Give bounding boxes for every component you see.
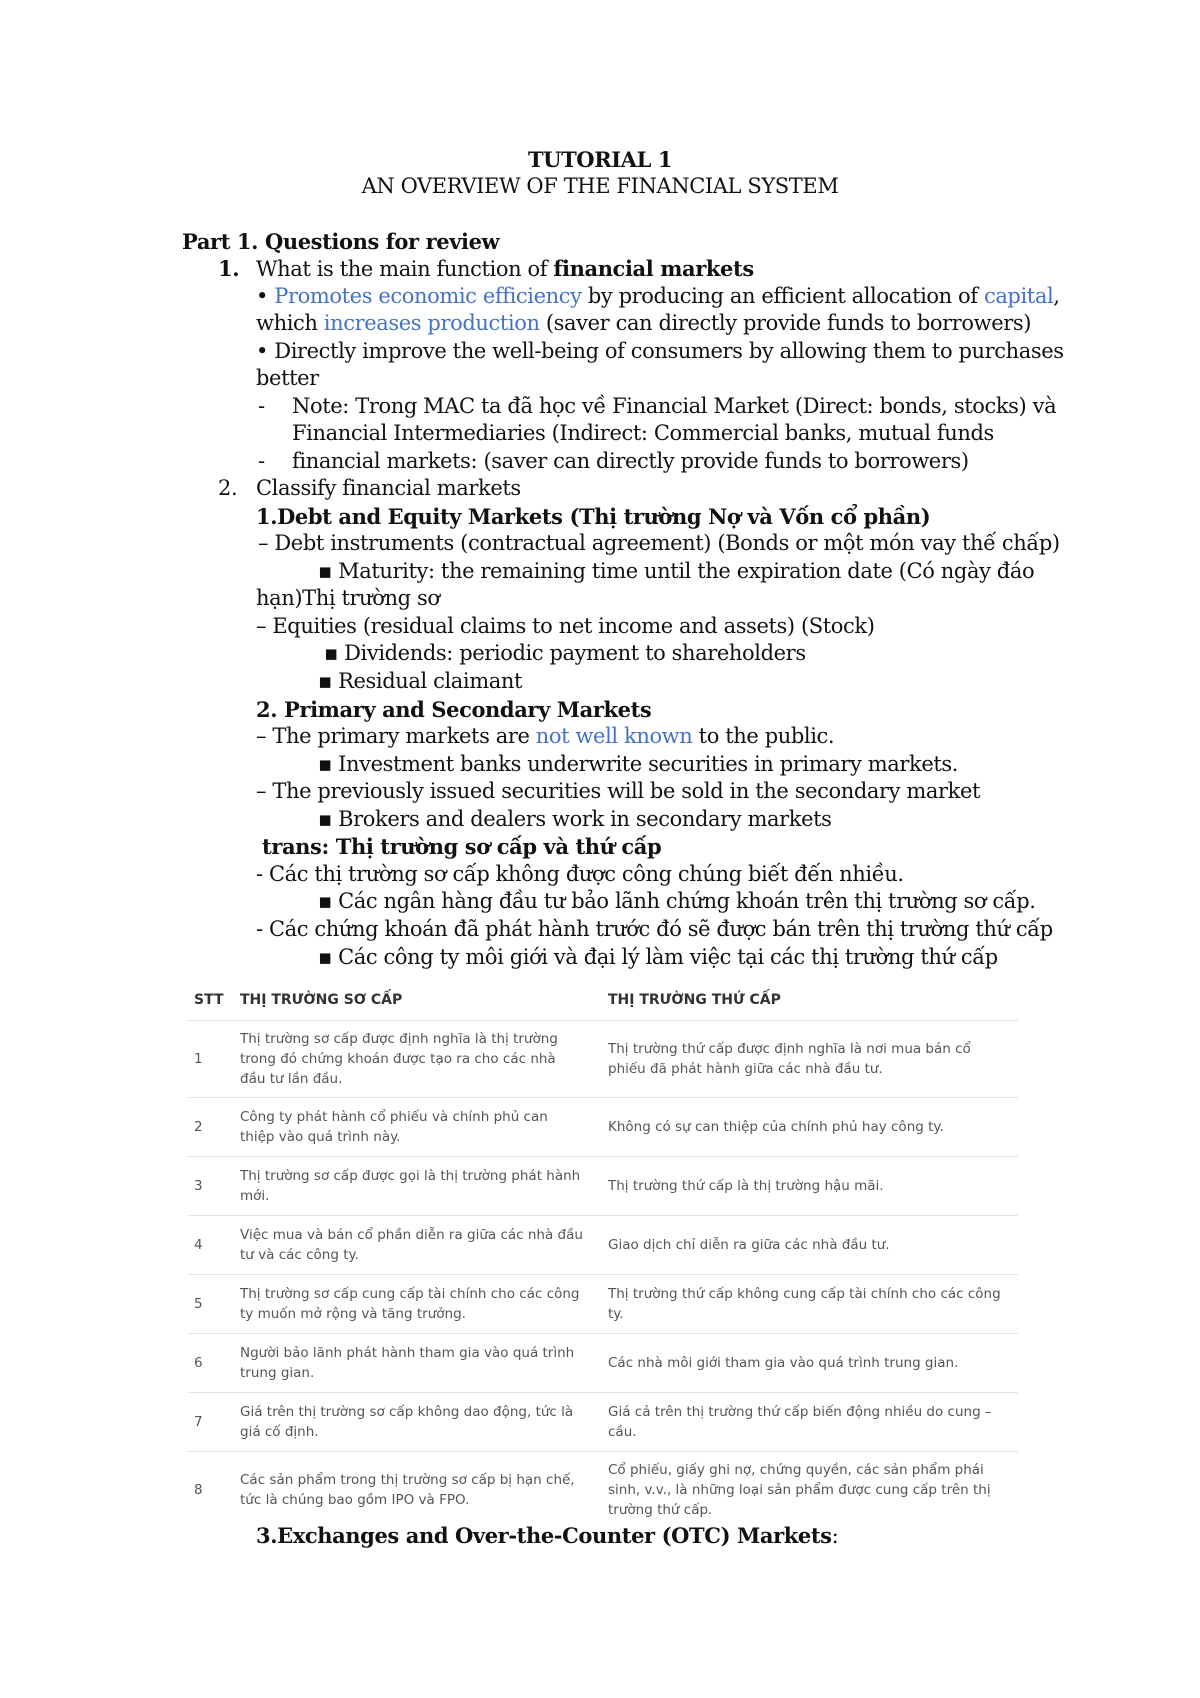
table-header-cell: STT [194, 992, 224, 1008]
section1-line2: ▪ Maturity: the remaining time until the expiration date (Có ngày đáo [318, 559, 1035, 583]
section1-line4: – Equities (residual claims to net income and assets) (Stock) [256, 614, 875, 638]
table-cell-primary: Thị trường sơ cấp được định nghĩa là thị trường trong đó chứng khoán được tạo ra cho các nhà đầu tư lần đầu. [240, 1031, 558, 1087]
section2-line1: – The primary markets are not well known to the public. [256, 724, 835, 748]
part1-heading: Part 1. Questions for review [182, 229, 500, 254]
table-cell-stt: 6 [194, 1355, 203, 1371]
dash-marker: - [258, 394, 265, 418]
section1-line5: ▪ Dividends: periodic payment to shareholders [324, 641, 806, 665]
table-header-row [188, 980, 1018, 1021]
comparison-table [188, 980, 1018, 1528]
table-row [188, 1021, 1018, 1098]
table-cell-secondary: Giao dịch chỉ diễn ra giữa các nhà đầu tư. [608, 1237, 890, 1253]
section1-line6: ▪ Residual claimant [318, 669, 523, 693]
q1-answer-line1: • Promotes economic efficiency by producing an efficient allocation of capital, [256, 284, 1060, 308]
section1-line3: hạn)Thị trường sơ [256, 586, 440, 610]
table-cell-secondary: Các nhà môi giới tham gia vào quá trình trung gian. [608, 1355, 959, 1371]
section3-heading: 3.Exchanges and Over-the-Counter (OTC) Markets: [256, 1523, 839, 1548]
trans-line2: ▪ Các ngân hàng đầu tư bảo lãnh chứng khoán trên thị trường sơ cấp. [318, 889, 1036, 913]
q1-note-line3: financial markets: (saver can directly provide funds to borrowers) [292, 449, 969, 473]
table-cell-stt: 7 [194, 1414, 203, 1430]
q1-number: 1. [218, 256, 240, 281]
trans-line3: - Các chứng khoán đã phát hành trước đó sẽ được bán trên thị trường thứ cấp [256, 917, 1053, 941]
table-cell-primary: Công ty phát hành cổ phiếu và chính phủ can thiệp vào quá trình này. [240, 1109, 548, 1145]
doc-title: TUTORIAL 1 [527, 147, 673, 172]
table-cell-secondary: Thị trường thứ cấp không cung cấp tài chính cho các công ty. [608, 1286, 1001, 1322]
q1-answer-line4: better [256, 366, 319, 390]
section2-line2: ▪ Investment banks underwrite securities in primary markets. [318, 752, 959, 776]
section2-line4: ▪ Brokers and dealers work in secondary markets [318, 807, 832, 831]
q1-note-line1: Note: Trong MAC ta đã học về Financial Market (Direct: bonds, stocks) và [292, 394, 1057, 418]
table-cell-primary: Thị trường sơ cấp được gọi là thị trường phát hành mới. [240, 1168, 581, 1204]
section1-line1: – Debt instruments (contractual agreement) (Bonds or một món vay thế chấp) [258, 531, 1060, 555]
table-header-cell: THỊ TRƯỜNG THỨ CẤP [608, 992, 781, 1008]
table-cell-primary: Giá trên thị trường sơ cấp không dao động, tức là giá cố định. [240, 1404, 574, 1440]
table-row [188, 1098, 1018, 1157]
q2-question: Classify financial markets [256, 476, 521, 500]
table-row [188, 1452, 1018, 1528]
table-cell-stt: 1 [194, 1051, 203, 1067]
q2-number: 2. [218, 476, 238, 500]
table-cell-stt: 4 [194, 1237, 203, 1253]
table-cell-secondary: Cổ phiếu, giấy ghi nợ, chứng quyền, các sản phẩm phái sinh, v.v., là những loại sản phẩm được cung cấp trên thị trường thứ cấp. [608, 1462, 991, 1518]
table-cell-primary: Người bảo lãnh phát hành tham gia vào quá trình trung gian. [240, 1345, 575, 1381]
table-header-cell: THỊ TRƯỜNG SƠ CẤP [240, 992, 403, 1008]
q1-answer-line3: • Directly improve the well-being of consumers by allowing them to purchases [256, 339, 1064, 363]
trans-line4: ▪ Các công ty môi giới và đại lý làm việc tại các thị trường thứ cấp [318, 945, 998, 969]
table-cell-primary: Các sản phẩm trong thị trường sơ cấp bị hạn chế, tức là chúng bao gồm IPO và FPO. [240, 1472, 575, 1508]
doc-subtitle: AN OVERVIEW OF THE FINANCIAL SYSTEM [361, 174, 839, 198]
q1-question: What is the main function of financial markets [256, 256, 754, 281]
section2-heading: 2. Primary and Secondary Markets [256, 697, 652, 722]
table-row [188, 1334, 1018, 1393]
section2-line3: – The previously issued securities will be sold in the secondary market [256, 779, 981, 803]
table-cell-secondary: Thị trường thứ cấp được định nghĩa là nơi mua bán cổ phiếu đã phát hành giữa các nhà đầu tư. [608, 1041, 971, 1077]
table-cell-secondary: Thị trường thứ cấp là thị trường hậu mãi. [608, 1178, 884, 1194]
table-row [188, 1157, 1018, 1216]
section1-heading: 1.Debt and Equity Markets (Thị trường Nợ và Vốn cổ phần) [256, 504, 931, 529]
table-cell-stt: 2 [194, 1119, 203, 1135]
table-row [188, 1393, 1018, 1452]
q1-note-line2: Financial Intermediaries (Indirect: Commercial banks, mutual funds [292, 421, 994, 445]
table-cell-primary: Việc mua và bán cổ phần diễn ra giữa các nhà đầu tư và các công ty. [240, 1227, 583, 1263]
table-row [188, 1275, 1018, 1334]
table-cell-secondary: Giá cả trên thị trường thứ cấp biến động nhiều do cung – cầu. [608, 1404, 992, 1440]
trans-heading: trans: Thị trường sơ cấp và thứ cấp [262, 834, 662, 859]
table-cell-stt: 3 [194, 1178, 203, 1194]
table-cell-stt: 5 [194, 1296, 203, 1312]
table-row [188, 1216, 1018, 1275]
trans-line1: - Các thị trường sơ cấp không được công chúng biết đến nhiều. [256, 862, 904, 886]
table-cell-stt: 8 [194, 1482, 203, 1498]
table-cell-secondary: Không có sự can thiệp của chính phủ hay công ty. [608, 1119, 944, 1135]
q1-answer-line2: which increases production (saver can directly provide funds to borrowers) [256, 311, 1032, 335]
dash-marker: - [258, 449, 265, 473]
table-cell-primary: Thị trường sơ cấp cung cấp tài chính cho các công ty muốn mở rộng và tăng trưởng. [240, 1286, 580, 1322]
